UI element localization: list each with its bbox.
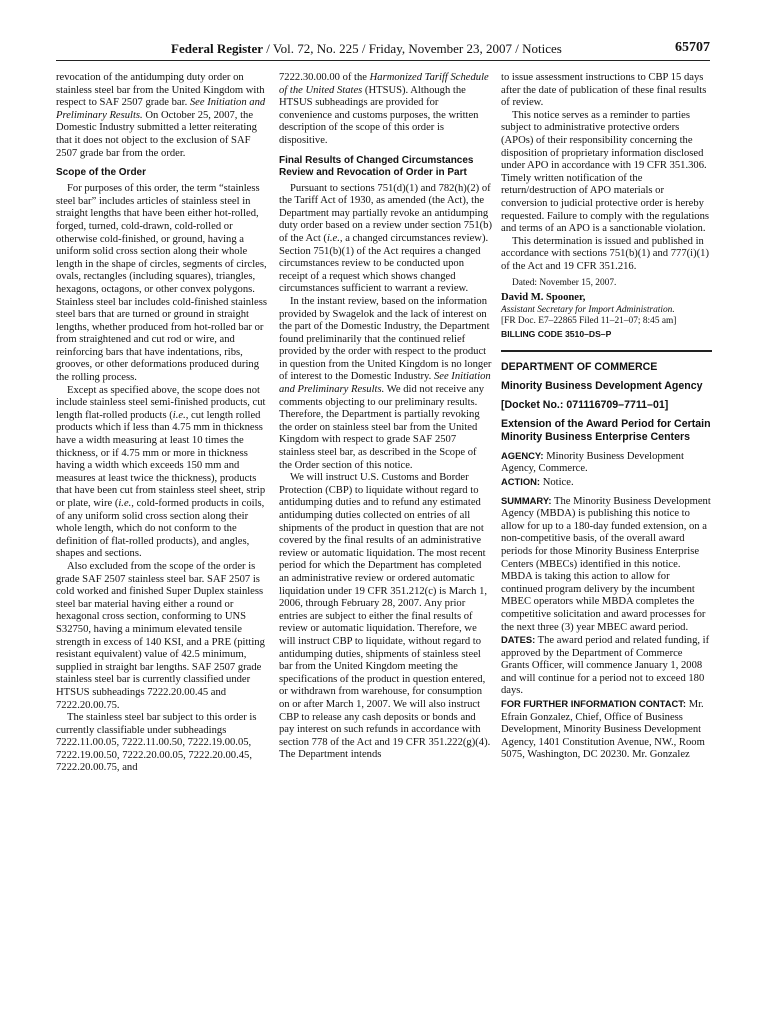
signer-title: Assistant Secretary for Import Administration. bbox=[501, 304, 675, 315]
billing-code: BILLING CODE 3510–DS–P bbox=[501, 328, 612, 339]
italic-run: i.e., bbox=[326, 232, 343, 244]
text-run: We did not receive any comments objecting to our preliminary results. Therefore, the Department is partially revoking the order on stainless steel bar from the United Kingdom with respect to grade SAF 2507 stainless steel bar, as described in the Scope of the Order section of this notice. bbox=[279, 384, 485, 471]
citation-italic: See Initiation and Preliminary Results. bbox=[56, 97, 266, 121]
text-run: Notice. bbox=[540, 476, 574, 488]
running-head bbox=[171, 41, 562, 57]
italic-run: Harmonized Tariff Schedule of the United States bbox=[279, 72, 489, 96]
paragraph bbox=[56, 72, 270, 160]
paragraph bbox=[279, 296, 492, 472]
text-run: a changed circumstances review). Section 751(b)(1) of the Act requires a changed circumstances review to be conducted upon receipt of a request which shows changed circumstances sufficient to warrant a review. bbox=[279, 232, 489, 295]
label: ACTION: bbox=[501, 475, 541, 487]
text-run: (HTSUS). Although the HTSUS subheadings are provided for convenience and customs purposes, the written description of the scope of this order is dispositive. bbox=[279, 84, 479, 146]
text-run: Minority Business Development Agency, Commerce. bbox=[501, 450, 684, 475]
label: FOR FURTHER INFORMATION CONTACT: bbox=[501, 698, 687, 710]
journal-name: Federal Register bbox=[171, 41, 264, 56]
docket-number: [Docket No.: 071116709–7711–01] bbox=[501, 398, 669, 411]
paragraph: Also excluded from the scope of the order is grade SAF 2507 stainless steel bar. SAF 2507 is cold worked and finished Super Duplex stainless steel bar material having either a round or hexagonal cross section, conforming to UNS S32750, having a minimum elevated tensile strength in excess of 140 KSI, and a PRE (pitting resistant equivalent) value of 42.5 minimum, supplied in straight bar lengths. SAF 2507 grade stainless steel bar is currently classified under HTSUS subheadings 7222.20.00.45 and 7222.20.00.75. bbox=[56, 560, 265, 711]
summary-paragraph bbox=[501, 495, 712, 635]
fr-doc-line: [FR Doc. E7–22865 Filed 11–21–07; 8:45 am] bbox=[501, 316, 677, 327]
dated-line: Dated: November 15, 2007. bbox=[512, 277, 617, 288]
agency-line bbox=[501, 450, 712, 476]
paragraph: This determination is issued and published in accordance with sections 751(b)(1) and 777(i)(1) of the Act and 19 CFR 351.216. bbox=[501, 235, 709, 272]
text-run: Except as specified above, the scope does not include stainless steel semi-finished products, cut length flat-rolled products ( bbox=[56, 384, 266, 421]
label: SUMMARY: bbox=[501, 494, 552, 506]
paragraph: We will instruct U.S. Customs and Border Protection (CBP) to liquidate without regard to antidumping duties and to refund any estimated antidumping duties collected on entries of all shipments of the product in question that are not covered by the final results of an administrative review or automatic liquidation. The most recent period for which the Department has completed an administrative review or ordered automatic liquidation under 19 CFR 351.212(c) is March 1, 2006, through February 28, 2007. Any prior entries are subject to either the final results of review or automatic liquidation. Therefore, we will instruct CBP to liquidate, without regard to antidumping duties, shipments of stainless steel bar from the United Kingdom meeting the specifications of the product in question entered, or withdrawn from warehouse, for consumption on or after March 1, 2007. We will also instruct CBP to release any cash deposits or bonds and pay interest on such refunds in accordance with section 778 of the Act and 19 CFR 351.222(g)(4). The Department intends bbox=[279, 472, 491, 761]
paragraph bbox=[279, 72, 492, 148]
citation-italic: See Initiation and Preliminary Results. bbox=[279, 371, 491, 396]
label: DATES: bbox=[501, 634, 536, 646]
column-2 bbox=[279, 72, 492, 762]
paragraph: The stainless steel bar subject to this order is currently classifiable under subheadings 7222.11.00.05, 7222.11.00.50, 7222.19.00.05, 7222.19.00.50, 7222.20.00.05, 7222.20.00.45, 7222.20.00.75, and bbox=[56, 712, 257, 774]
text-run: cold-formed products in coils, of any uniform solid cross section along their whole length, which do not conform to the definition of flat-rolled products), and angles, shapes and sections. bbox=[56, 498, 265, 560]
section-heading-final-results: Final Results of Changed Circumstances Review and Revocation of Order in Part bbox=[279, 154, 474, 178]
label: AGENCY: bbox=[501, 449, 544, 461]
column-1 bbox=[56, 72, 270, 775]
text-run: The award period and related funding, if approved by the Department of Commerce Grants Officer, will commence January 1, 2008 and will continue for a period not to exceed 180 days. bbox=[501, 635, 710, 697]
text-run: revocation of the antidumping duty order on stainless steel bar from the United Kingdom with respect to SAF 2507 grade bar. bbox=[56, 72, 265, 109]
text-run: In the instant review, based on the information provided by Swagelok and the lack of interest on the part of the Domestic Industry, the Department found preliminarily that the continued relief provided by the order with respect to the product in question from the United Kingdom is no longer of interest to the Domestic Industry. bbox=[279, 295, 492, 383]
paragraph: For purposes of this order, the term “stainless steel bar” includes articles of stainless steel in straight lengths that have been either hot-rolled, forged, turned, cold-drawn, cold-rolled or otherwise cold-finished, or ground, having a uniform solid cross section along their whole length in the shape of circles, segments of circles, ovals, rectangles (including squares), triangles, hexagons, octagons, or other convex polygons. Stainless steel bar includes cold-finished stainless steel bars that are turned or ground in straight lengths, whether produced from hot-rolled bar or from straightened and cut rod or wire, and reinforcing bars that have indentations, ribs, grooves, or other deformations produced during the rolling process. bbox=[56, 183, 267, 384]
paragraph bbox=[56, 385, 270, 561]
section-heading-scope: Scope of the Order bbox=[56, 167, 147, 179]
italic-run: i.e., bbox=[118, 498, 134, 509]
text-run: 7222.30.00.00 of the bbox=[279, 72, 370, 83]
page-number: 65707 bbox=[675, 40, 710, 55]
text-run: The Minority Business Development Agency (MBDA) is publishing this notice to allow for up to a 180-day funded extension, on a non-competitive basis, of the overall award periods for those Minority Business Enterprise Centers (MBECs) identified in this notice. MBDA is taking this action to allow for continued program delivery by the incumbent MBEC operators while MBDA completes the competitive solicitation and award processes for the next three (3) year MBEC award period. bbox=[501, 495, 711, 633]
notice-title: Extension of the Award Period for Certain Minority Business Enterprise Centers bbox=[501, 417, 711, 443]
action-line bbox=[501, 476, 712, 490]
paragraph bbox=[279, 183, 492, 296]
signer-name: David M. Spooner, bbox=[501, 292, 586, 303]
signature-block bbox=[501, 278, 712, 341]
section-divider bbox=[501, 350, 712, 352]
text-run: On October 25, 2007, the Domestic Industry submitted a letter reiterating that it does not object to the exclusion of SAF 2507 grade bar from the order. bbox=[56, 109, 257, 159]
page-header bbox=[56, 38, 710, 61]
text-run: cut length rolled products which if less than 4.75 mm in thickness have a width measuring at least 10 times the thickness, or if 4.75 mm or more in thickness having a width which exceeds 150 mm and measures at least twice the thickness), products that have been cut from stainless steel sheet, strip or plate, wire ( bbox=[56, 409, 266, 509]
dates-paragraph bbox=[501, 634, 712, 698]
column-3 bbox=[501, 72, 712, 762]
issue-citation: / Vol. 72, No. 225 / Friday, November 23, 2007 / Notices bbox=[263, 41, 562, 56]
agency-heading: Minority Business Development Agency bbox=[501, 379, 703, 392]
italic-run: i.e., bbox=[172, 409, 189, 421]
paragraph: to issue assessment instructions to CBP 15 days after the date of publication of these final results of review. bbox=[501, 72, 707, 109]
paragraph: This notice serves as a reminder to parties subject to administrative protective orders (APOs) of their responsibility concerning the disposition of proprietary information disclosed under APO in accordance with 19 CFR 351.306. Timely written notification of the return/destruction of APO materials or conversion to judicial protective order is hereby requested. Failure to comply with the regulations and terms of an APO is a sanctionable violation. bbox=[501, 109, 710, 235]
text-run: Pursuant to sections 751(d)(1) and 782(h)(2) of the Tariff Act of 1930, as amended (the Act), the Department may partially revoke an antidumping duty order based on a review under section 751(b) of the Act ( bbox=[279, 182, 492, 244]
department-heading: DEPARTMENT OF COMMERCE bbox=[501, 361, 658, 374]
contact-paragraph bbox=[501, 698, 712, 762]
text-run: Mr. Efrain Gonzalez, Chief, Office of Business Development, Minority Business Development Agency, 1401 Constitution Avenue, NW., Room 5075, Washington, DC 20230. Mr. Gonzalez bbox=[501, 699, 705, 761]
